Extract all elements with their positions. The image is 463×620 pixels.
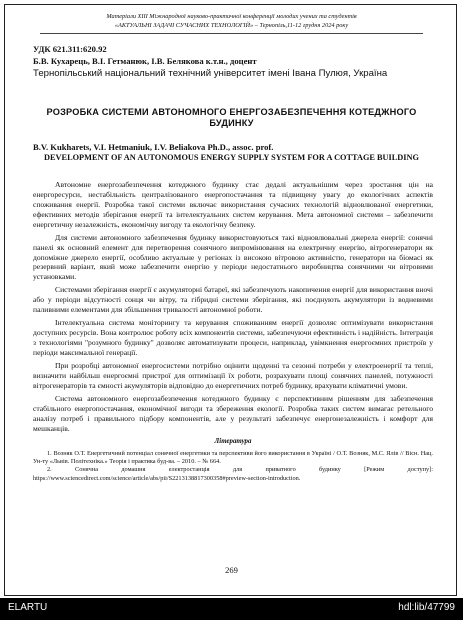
conference-header-line2: «АКТУАЛЬНІ ЗАДАЧІ СУЧАСНИХ ТЕХНОЛОГІЙ» – Тернопіль,11-12 грудня 2024 року [114,21,349,29]
paragraph: Для системи автономного забезпечення будинку використовуються такі відновлювальні джерела енергії: сонячні панелі як основний елемент для перетворення сонячного випромінювання на електричну енергію, вітрогенератори як допоміжне джерело енергії, особливо актуальне у регіонах із високою вітровою активністю, генератори на біомасі як резервний варіант, який може забезпечити енергію у періоди недостатнього виробництва сонячними чи вітровими установками. [33,232,433,282]
repository-footer [0,598,463,620]
affiliation: Тернопільський національний технічний університет імені Івана Пулюя, Україна [33,68,388,79]
references-heading: Література [214,437,252,445]
title-english: DEVELOPMENT OF AN AUTONOMOUS ENERGY SUPPLY SYSTEM FOR A COTTAGE BUILDING [44,153,419,162]
paragraph: При розробці автономної енергосистеми потрібно оцінити щоденні та сезонні потреби у електроенергії та теплі, визначити найбільш енергоємні пристрої для оптимізації їх роботи, розрахувати площі сонячних панелей, потужності вітрогенераторів та ємності акумуляторів відповідно до енергетичних потреб будинку, врахувати кліматичні умови. [33,361,433,390]
authors-ukrainian: Б.В. Кухарець, В.І. Гетманюк, І.В. Белякова к.т.н., доцент [33,56,257,66]
reference-item: 1. Возняк О.Т. Енергетичний потенціал сонячної енергетики та перспективи його використання в Україні / О.Т. Возняк, М.С. Ялів // Вісн. Нац. Ун-ту «Львів. Політехніка.» Теорія і практика буд-ва. – 2010. – № 664. [33,449,433,466]
authors-english: B.V. Kukharets, V.I. Hetmaniuk, I.V. Beliakova Ph.D., assoc. prof. [33,142,274,152]
title-ukrainian: РОЗРОБКА СИСТЕМИ АВТОНОМНОГО ЕНЕРГОЗАБЕЗПЕЧЕННЯ КОТЕДЖНОГО БУДИНКУ [46,107,417,128]
paragraph: Системами зберігання енергії є акумуляторні батареї, які забезпечують накопичення енергії для використання вночі або у періоди відсутності сонця чи вітру, та гібридні системи зберігання, які поєднують акумулятори із водневими паливними елементами для збільшення тривалості автономної роботи. [33,285,433,315]
paragraph: Інтелектуальна система моніторингу та керування споживанням енергії дозволяє оптимізувати використання доступних ресурсів. Вона контролює роботу всіх компонентів системи, забезпечуючи ефективність і надійність. Інтеграція з технологіями "розумного будинку" дозволяє автоматизувати процеси, наприклад, увімкнення енергоємних пристроїв у періоди максимальної генерації. [33,318,433,358]
udk-code: УДК 621.311:620.92 [33,44,107,54]
reference-item: 2. Сонячна домашня електростанція для приватного будинку [Режим доступу]: https://www.sciencedirect.com/science/article/abs/pii/S2213138817300358#preview-section-introduction. [33,466,433,482]
page-border [4,4,457,596]
footer-repository-name: ELARTU [8,602,48,613]
paragraph: Автономне енергозабезпечення котеджного будинку стає дедалі актуальнішим через зростання цін на енергоресурси, нестабільність централізованого енергопостачання та підвищену увагу до екологічних аспектів споживання енергії. Розробка такої системи включає використання сучасних технологій відновлюваної енергетики, ефективних методів зберігання енергії та інтелектуальних систем керування. Мета автономної системи – забезпечити енергетичну незалежність, економічну вигоду та екологічну безпеку. [33,180,433,229]
paragraph: Система автономного енергозабезпечення котеджного будинку є перспективним рішенням для забезпечення стабільного енергопостачання, економічної вигоди та збереження екології. Розробка таких систем вимагає ретельного аналізу потреб і правильного підбору компонентів, але у результаті забезпечує енергонезалежність і комфорт для мешканців. [33,394,433,433]
conference-header-line1: Матеріали XIII Міжнародної науково-практичної конференції молодих учених та студентів [106,13,357,20]
page-number: 269 [225,565,238,575]
footer-handle-link[interactable]: hdl:lib/47799 [398,602,455,613]
